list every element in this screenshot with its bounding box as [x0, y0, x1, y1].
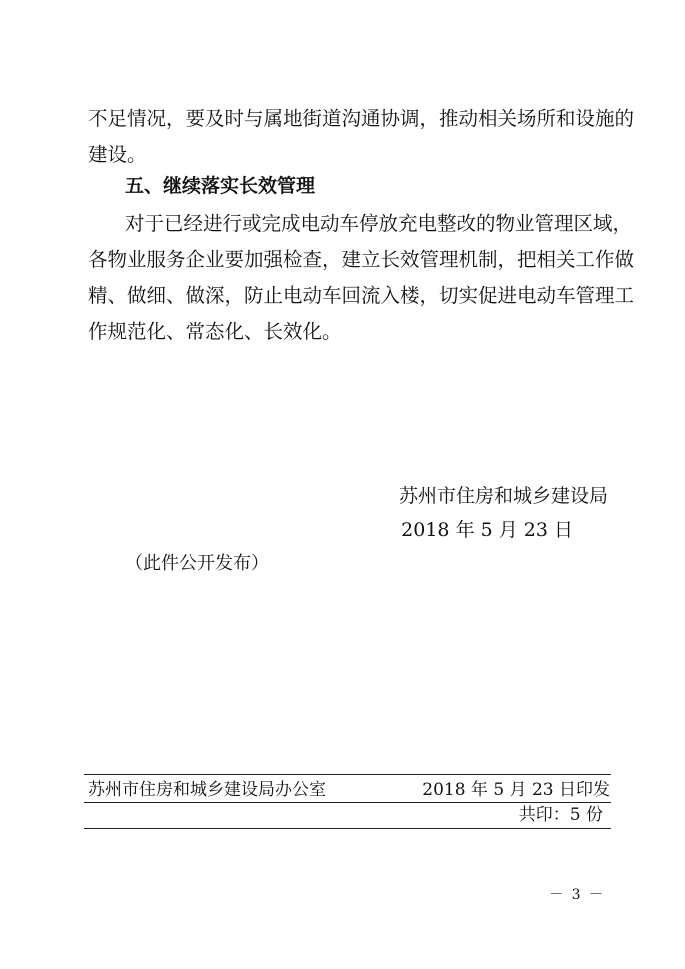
footer-top-rule	[84, 774, 611, 775]
paragraph-line: 对于已经进行或完成电动车停放充电整改的物业管理区域，	[125, 212, 633, 235]
section-heading: 五、继续落实长效管理	[125, 175, 316, 197]
paragraph-line: 建设。	[88, 143, 147, 166]
paragraph-line: 不足情况，要及时与属地街道沟通协调，推动相关场所和设施的	[88, 107, 635, 130]
paragraph-line: 精、做细、做深，防止电动车回流入楼，切实促进电动车管理工	[88, 284, 635, 307]
footer-row	[88, 779, 610, 801]
issuer-signature: 苏州市住房和城乡建设局	[398, 485, 608, 507]
page-number: － 3 －	[549, 887, 605, 903]
footer-copies: 共印：5 份	[518, 805, 603, 825]
paragraph-line: 各物业服务企业要加强检查，建立长效管理机制，把相关工作做	[88, 248, 635, 271]
publication-note: （此件公开发布）	[125, 553, 269, 574]
footer-print-date: 2018 年 5 月 23 日印发	[422, 780, 610, 800]
footer-office: 苏州市住房和城乡建设局办公室	[88, 780, 326, 800]
footer-bottom-rule	[84, 828, 611, 829]
paragraph-line: 作规范化、常态化、长效化。	[88, 320, 342, 343]
footer-middle-rule	[84, 802, 611, 803]
signature-date: 2018 年 5 月 23 日	[401, 519, 573, 541]
